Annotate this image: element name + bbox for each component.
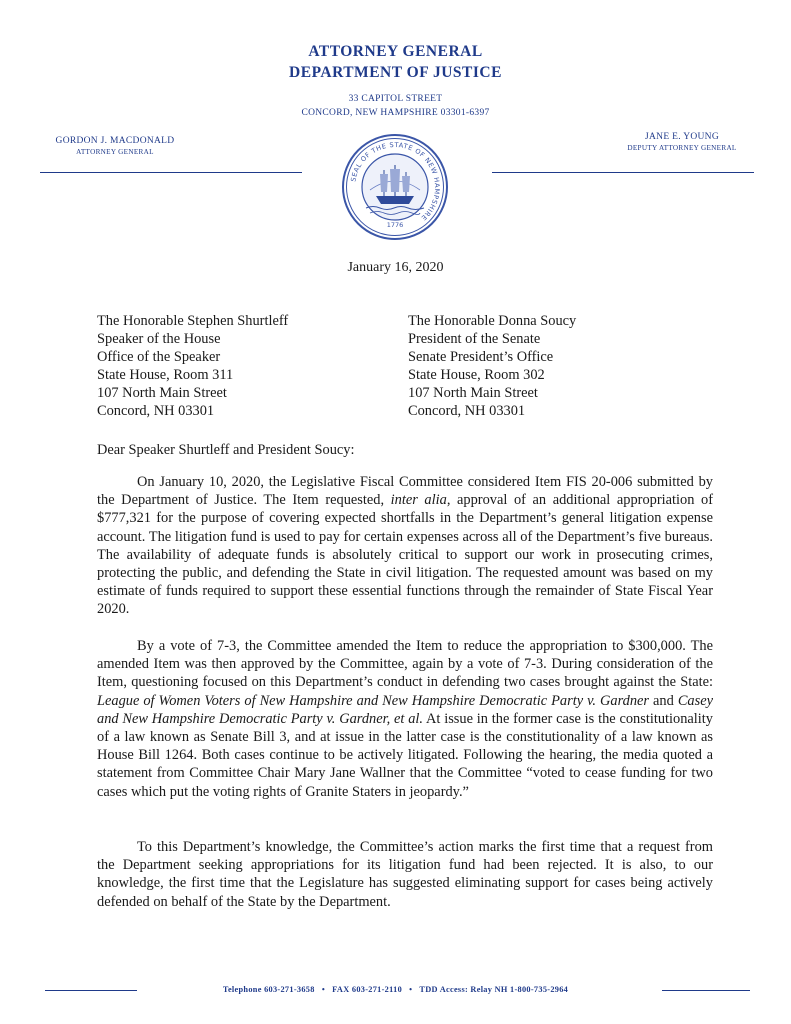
recipient-city: Concord, NH 03301 (408, 403, 526, 419)
recipient-office: Senate President’s Office (408, 349, 554, 365)
letterhead-address-city: CONCORD, NEW HAMPSHIRE 03301-6397 (301, 108, 490, 118)
recipient-name: The Honorable Stephen Shurtleff (97, 313, 289, 329)
recipient-street: 107 North Main Street (408, 385, 538, 401)
deputy-attorney-general-block (604, 132, 760, 152)
recipient-title: President of the Senate (408, 331, 541, 347)
recipient-city: Concord, NH 03301 (97, 403, 215, 419)
recipient-name: The Honorable Donna Soucy (408, 313, 577, 329)
footer-separator: • (409, 985, 413, 994)
seal-year: 1776 (386, 221, 404, 229)
recipient-address-speaker (97, 312, 288, 420)
letterhead-department: DEPARTMENT OF JUSTICE (289, 64, 502, 81)
letterhead-left-rule (40, 172, 302, 173)
footer-separator: • (321, 985, 326, 994)
deputy-attorney-general-title: DEPUTY ATTORNEY GENERAL (627, 144, 737, 152)
body-paragraph-3: To this Department’s knowledge, the Committee’s action marks the first time that a request from the Department seeking appropriations for its litigation fund had been rejected. It is also, to our knowledge, the first time that the Legislature has suggested eliminating support for cases being actively defended on behalf of the State by the Department. (97, 839, 713, 910)
attorney-general-block (40, 136, 190, 156)
letterhead-address-street: 33 CAPITOL STREET (348, 94, 443, 104)
attorney-general-title: ATTORNEY GENERAL (76, 148, 154, 156)
recipient-room: State House, Room 302 (408, 367, 545, 383)
deputy-attorney-general-name: JANE E. YOUNG (645, 132, 719, 142)
seal-ring-text: SEAL OF THE STATE OF NEW HAMPSHIRE (349, 140, 442, 223)
recipient-title: Speaker of the House (97, 331, 221, 347)
recipient-address-senate-president (408, 312, 576, 420)
state-seal-icon (340, 132, 450, 242)
letterhead-right-rule (492, 172, 754, 173)
letterhead-title: ATTORNEY GENERAL (308, 43, 483, 60)
attorney-general-name: GORDON J. MACDONALD (55, 136, 175, 146)
footer-tdd: TDD Access: Relay NH 1-800-735-2964 (419, 985, 569, 994)
salutation: Dear Speaker Shurtleff and President Soucy: (97, 442, 355, 458)
body-paragraph-1: On January 10, 2020, the Legislative Fiscal Committee considered Item FIS 20-006 submitted by the Department of Justice. The Item requested, inter alia, approval of an additional appropriation of $777,321 for the purpose of covering expected shortfalls in the Department’s general litigation expense account. The litigation fund is used to pay for certain expenses across all of the Department’s five bureaus. The availability of adequate funds is absolutely critical to support our work in prosecuting crimes, protecting the public, and defending the State in civil litigation. The requested amount was based on my estimate of funds required to support these essential functions through the remainder of State Fiscal Year 2020. (97, 474, 713, 618)
footer-contact-line (0, 985, 791, 994)
recipient-office: Office of the Speaker (97, 349, 221, 365)
footer-fax: FAX 603-271-2110 (332, 985, 403, 994)
recipient-room: State House, Room 311 (97, 367, 234, 383)
body-paragraph-2: By a vote of 7-3, the Committee amended the Item to reduce the appropriation to $300,000. The amended Item was then approved by the Committee, again by a vote of 7-3. During consideration of the Item, questioning focused on this Department’s conduct in defending two cases brought against the State: League of Women Voters of New Hampshire and New Hampshire Democratic Party v. Gardner and Casey and New Hampshire Democratic Party v. Gardner, et al. At issue in the former case is the constitutionality of a law known as Senate Bill 3, and at issue in the latter case is the constitutionality of a law known as House Bill 1264. Both cases continue to be actively litigated. Following the hearing, the media quoted a statement from Committee Chair Mary Jane Wallner that the Committee “voted to cease funding for two cases which put the voting rights of Granite Staters in jeopardy.” (97, 638, 713, 800)
recipient-street: 107 North Main Street (97, 385, 227, 401)
footer-telephone: Telephone 603-271-3658 (222, 985, 315, 994)
letter-date: January 16, 2020 (347, 260, 444, 275)
